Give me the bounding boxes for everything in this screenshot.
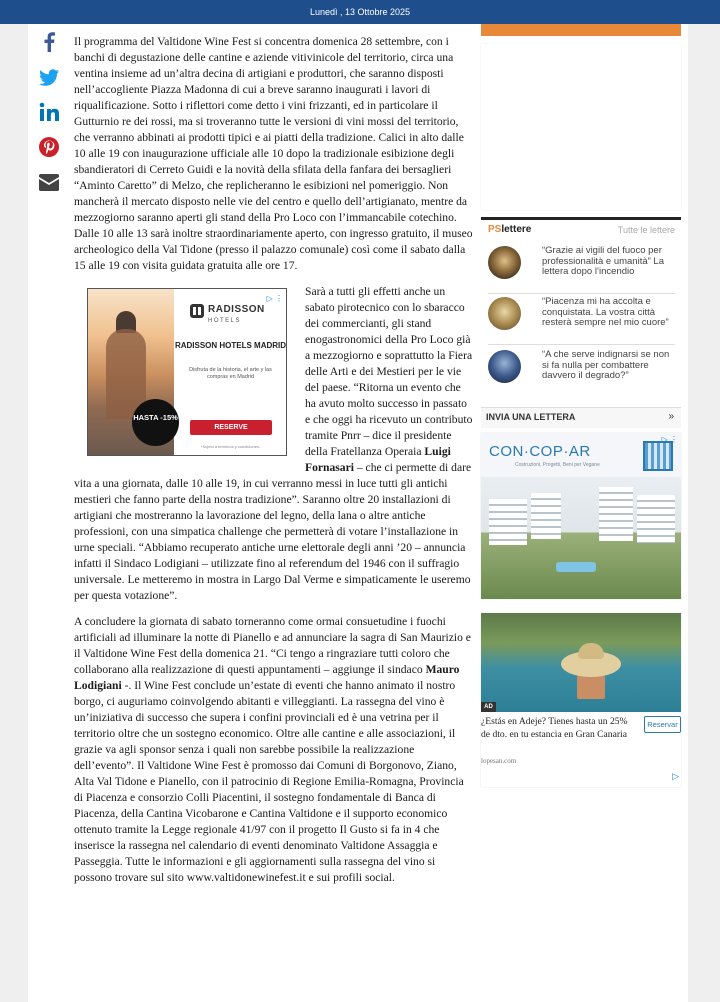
email-icon[interactable] bbox=[38, 170, 60, 194]
send-letter-label: INVIA UNA LETTERA bbox=[486, 412, 576, 422]
article-body bbox=[74, 34, 474, 896]
qr-code-icon bbox=[643, 441, 673, 471]
double-chevron-right-icon: » bbox=[668, 411, 674, 422]
ad-panel bbox=[174, 289, 287, 455]
person-name-fornasari: Luigi Fornasari bbox=[305, 445, 451, 474]
adchoices-icon[interactable]: ▷ bbox=[672, 771, 679, 781]
reservar-button[interactable]: Reservar bbox=[644, 716, 681, 733]
letters-widget bbox=[481, 217, 681, 425]
ad-footnote: *Sujeto a términos y condiciones. bbox=[200, 444, 261, 449]
letter-text: “Piacenza mi ha accolta e conquistata. La vostra città resterà sempre nel mio cuore” bbox=[542, 296, 669, 328]
building-shape bbox=[599, 487, 633, 541]
concopar-header bbox=[481, 433, 681, 477]
paragraph-3-text-b: -. Il Wine Fest conclude un’estate di eventi che hanno animato il nostro borgo, ci auguriamo coinvolgendo abitanti e villeggianti. La rassegna del vino è un’iniziativa di successo che supera i confini provinciali ed è una vetrina per il territorio oltre che un sostegno economico. Oltre alle cantine e alle associazioni, il grazie va agli sponsor senza i quali non sarebbe possibile la realizzazione dell’evento”. Il Valtidone Wine Fest è promosso dai Comuni di Borgonovo, Ziano, Alta Val Tidone e Pianello, con il patrocinio di Regione Emilia-Romagna, Provincia di Piacenza e consorzio Colli Piacentini, il sostegno fondamentale di Banca di Piacenza, della Cantina Vicobarone e Cantina Valtidone e il supporto economico ottenuto tramite la Legge regionale 41/97 con il progetto Il Gusto si fa in 4 che inserisce la rassegna nel calendario di eventi denominato Valtidone Assaggia e Passeggia. Tutte le informazioni e gli aggiornamenti sulla rassegna del vino si possono trovare sul sito www.valtidonewinefest.it e sui profili social. bbox=[74, 679, 464, 884]
concopar-ad[interactable] bbox=[481, 433, 681, 599]
twitter-icon[interactable] bbox=[38, 65, 60, 89]
letter-thumbnail bbox=[488, 297, 521, 330]
lopesan-ad[interactable] bbox=[481, 613, 681, 787]
letter-item[interactable] bbox=[488, 242, 675, 294]
radisson-logo-icon bbox=[190, 304, 204, 318]
adchoices-icon[interactable]: ▷ ⋮ bbox=[661, 435, 678, 444]
radisson-ad[interactable] bbox=[87, 288, 287, 456]
social-share-bar bbox=[38, 30, 60, 205]
paragraph-2-text-b: – che ci permette di dare vita a una giornata, dalle 10 alle 19, in cui verranno messi in luce tutti gli antichi mestieri che fanno parte della nostra tradizione”. Saranno oltre 20 installazioni di artigiani che mostreranno la lavorazione del legno, della lana o altre antiche professioni, con una simpatica challenge che permetterà di votare l’installazione in urne speciali. “Abbiamo recuperato antiche urne elettorale degli anni ’20 – annuncia infatti il Sindaco Lodigiani – utilizzate fino al referendum del 1946 con il suffragio universale. Le metteremo in mostra in Largo Dal Verme e simpaticamente le useremo per questa votazione”. bbox=[74, 461, 472, 602]
concopar-render-image bbox=[481, 477, 681, 599]
current-date: Lunedì , 13 Ottobre 2025 bbox=[309, 7, 411, 17]
pool-shape bbox=[556, 562, 596, 572]
building-shape bbox=[531, 493, 561, 539]
person-name-lodigiani: Mauro Lodigiani bbox=[74, 663, 460, 692]
letters-header bbox=[488, 224, 531, 235]
letter-thumbnail bbox=[488, 246, 521, 279]
letters-title: lettere bbox=[501, 224, 532, 235]
discount-badge: HASTA -15% bbox=[132, 399, 179, 446]
hat-crown-shape bbox=[578, 643, 604, 659]
paragraph-2-text-a: Sarà a tutti gli effetti anche un sabato pirotecnico con lo sbaracco dei commercianti, gli stand enogastronomici della Pro Loco già a mezzogiorno e soprattutto la Fiera delle Arti e dei Mestieri per le vie del paese. “Ritorna un evento che ha avuto molto successo in passato e che oggi ha ricevuto un contributo tramite Pnrr – dice il presidente della Fratellanza Operaia bbox=[305, 285, 473, 458]
building-shape bbox=[637, 495, 675, 543]
adchoices-icon[interactable]: ▷ ⋮ bbox=[266, 294, 283, 303]
sidebar-top-banner bbox=[481, 24, 681, 36]
concopar-tagline: Costruzioni, Progetti, Beni per Vegane bbox=[515, 462, 600, 468]
ad-subtitle: Disfruta de la historia, el arte y las compras en Madrid bbox=[189, 367, 272, 380]
letter-item[interactable] bbox=[488, 346, 675, 398]
reserve-button[interactable]: RESERVE bbox=[190, 420, 272, 435]
letter-item[interactable] bbox=[488, 293, 675, 345]
letter-thumbnail bbox=[488, 350, 521, 383]
concopar-brand: CON·COP·AR bbox=[489, 443, 591, 460]
ad-label: AD bbox=[481, 702, 496, 712]
radisson-brand-sub: HOTELS bbox=[208, 318, 242, 324]
letters-ps: PS bbox=[488, 224, 502, 235]
all-letters-link[interactable]: Tutte le lettere bbox=[617, 225, 675, 235]
letter-text: “Grazie ai vigili del fuoco per professionalità e umanità” La lettera dopo l’incendio bbox=[542, 245, 664, 277]
radisson-brand: RADISSON bbox=[208, 304, 265, 315]
paragraph-3-text-a: A concludere la giornata di sabato torneranno come ormai consuetudine i fuochi artificiali ad illuminare la notte di Pianello e ad annunciare la sagra di San Maurizio e il Valtidone Wine Fest della domenica 21. “Ci tengo a ringraziare tutti coloro che collaborano alla realizzazione di questi appuntamenti – aggiunge il sindaco bbox=[74, 615, 471, 676]
top-date-bar bbox=[0, 0, 720, 24]
pinterest-icon[interactable] bbox=[38, 135, 60, 159]
article-paragraph-3 bbox=[74, 614, 474, 886]
facebook-icon[interactable] bbox=[38, 30, 60, 54]
article-paragraph-1: Il programma del Valtidone Wine Fest si concentra domenica 28 settembre, con i banchi di degustazione delle cantine e aziende vitivinicole del territorio, circa una ventina insieme ad un’altra decina di artigiani e produttori, che saranno disposti nell’accogliente Piazza Madonna di cui a breve saranno inaugurati i lavori di riqualificazione. Sotto i riflettori come detto i vini frizzanti, ed in particolare il Gutturnio re dei rossi, ma si troveranno tutte le versioni di vini mossi del territorio, che verranno abbinati ai prodotti tipici e ai piatti della tradizione. Calici in alto dalle 10 alle 19 con inaugurazione ufficiale alle 10 dopo la tradizionale esibizione degli sbandieratori di Cerreto Guidi e la novità della sfilata della fanfara dei bersaglieri “Aminto Caretto” di Melzo, che replicheranno le esibizioni nel pomeriggio. Non mancherà il mercato disposto nelle vie del centro e quello dell’artigianato, mentre da mezzogiorno saranno aperti gli stand della Pro Loco con l’immancabile cotechino. Dalle 10 alle 13 sarà inoltre straordinariamente aperto, con ingresso gratuito, il museo archeologico della Val Tidone (presso il palazzo comunale) così come il sabato dalla 15 alle 19 con visita guidata gratuita alle ore 17. bbox=[74, 35, 473, 272]
linkedin-icon[interactable] bbox=[38, 100, 60, 124]
lopesan-source[interactable]: lopesan.com bbox=[481, 757, 517, 765]
send-letter-button[interactable] bbox=[481, 407, 681, 428]
letter-text: “A che serve indignarsi se non si fa nulla per combattere davvero il degrado?” bbox=[542, 349, 670, 381]
sidebar-ad-placeholder bbox=[481, 44, 681, 210]
building-shape bbox=[489, 499, 527, 545]
ad-title: RADISSON HOTELS MADRID bbox=[174, 341, 287, 350]
lopesan-ad-text[interactable]: ¿Estás en Adeje? Tienes hasta un 25% de dto. en tu estancia en Gran Canaria bbox=[481, 716, 628, 740]
lopesan-pool-image bbox=[481, 613, 681, 712]
